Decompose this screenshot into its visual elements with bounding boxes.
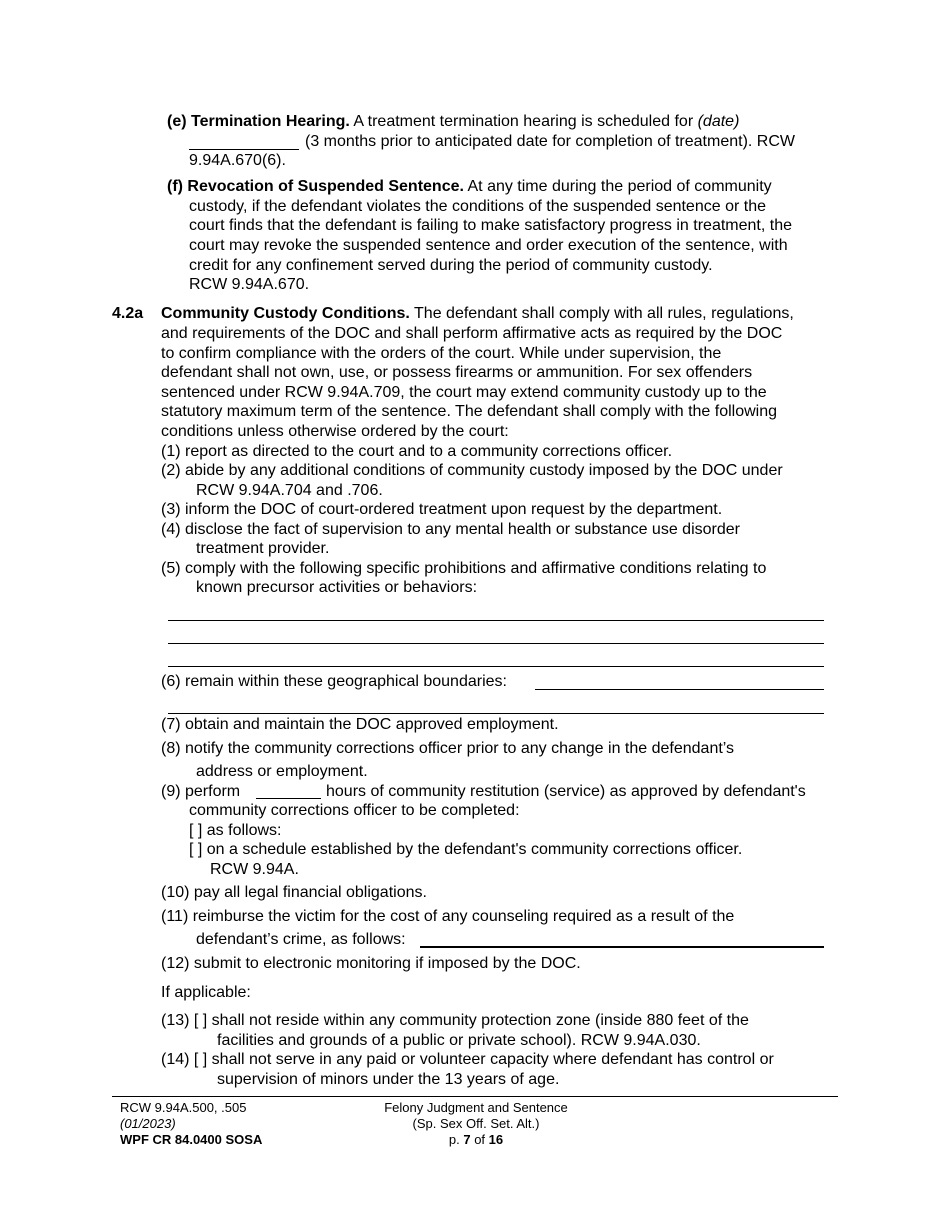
condition-2: (2) abide by any additional conditions of community custody imposed by the DOC under [161, 462, 783, 479]
community-custody-line-7: conditions unless otherwise ordered by the court: [161, 423, 509, 440]
condition-1: (1) report as directed to the court and to a community corrections officer. [161, 443, 673, 460]
condition-9-pre: (9) perform [161, 783, 241, 800]
prohibitions-blank-1[interactable] [168, 620, 824, 621]
termination-hearing-rcw: 9.94A.670(6). [189, 152, 286, 169]
community-custody-line-3: to confirm compliance with the orders of the court. While under supervision, the [161, 345, 722, 362]
condition-6: (6) remain within these geographical boundaries: [161, 673, 507, 690]
page-total: 16 [488, 1132, 504, 1147]
condition-3: (3) inform the DOC of court-ordered treatment upon request by the department. [161, 501, 723, 518]
condition-7: (7) obtain and maintain the DOC approved employment. [161, 716, 559, 733]
if-applicable-label: If applicable: [161, 984, 251, 1001]
condition-9-post: hours of community restitution (service) as approved by defendant's [326, 783, 806, 800]
footer-rcw: RCW 9.94A.500, .505 [120, 1100, 247, 1115]
revocation-line-4: court may revoke the suspended sentence and order execution of the sentence, with [189, 237, 788, 254]
condition-9-option-b[interactable]: [ ] on a schedule established by the defendant's community corrections officer. [189, 841, 743, 858]
hearing-date-blank[interactable] [189, 149, 299, 150]
condition-11-cont: defendant’s crime, as follows: [196, 931, 406, 948]
condition-9-option-a[interactable]: [ ] as follows: [189, 822, 282, 839]
community-custody-line-1: Community Custody Conditions. The defendant shall comply with all rules, regulations, [161, 305, 794, 322]
prohibitions-blank-3[interactable] [168, 666, 824, 667]
condition-4-cont: treatment provider. [196, 540, 330, 557]
community-custody-heading: Community Custody Conditions. [161, 305, 410, 322]
termination-hearing-text-2: (3 months prior to anticipated date for completion of treatment). RCW [305, 133, 795, 150]
revocation-line-1: (f) Revocation of Suspended Sentence. At any time during the period of community [167, 178, 772, 195]
footer-divider [112, 1096, 838, 1097]
condition-10: (10) pay all legal financial obligations. [161, 884, 427, 901]
termination-hearing-heading: (e) Termination Hearing. [167, 113, 350, 130]
condition-8: (8) notify the community corrections officer prior to any change in the defendant’s [161, 740, 735, 757]
counseling-blank[interactable] [420, 946, 824, 948]
community-custody-line-6: statutory maximum term of the sentence. The defendant shall comply with the following [161, 403, 778, 420]
condition-2-cont: RCW 9.94A.704 and .706. [196, 482, 383, 499]
boundaries-blank-1[interactable] [535, 689, 824, 690]
hours-blank[interactable] [256, 798, 321, 799]
revocation-line-3: court finds that the defendant is failing to make satisfactory progress in treatment, the [189, 217, 792, 234]
condition-14[interactable]: (14) [ ] shall not serve in any paid or volunteer capacity where defendant has control or [161, 1051, 774, 1068]
footer-form-number: WPF CR 84.0400 SOSA [120, 1132, 263, 1147]
condition-4: (4) disclose the fact of supervision to any mental health or substance use disorder [161, 521, 740, 538]
condition-8-cont: address or employment. [196, 763, 368, 780]
boundaries-blank-2[interactable] [168, 713, 824, 714]
section-number: 4.2a [112, 305, 144, 322]
revocation-heading: (f) Revocation of Suspended Sentence. [167, 178, 464, 195]
condition-5: (5) comply with the following specific prohibitions and affirmative conditions relating to [161, 560, 767, 577]
condition-13-cont: facilities and grounds of a public or private school). RCW 9.94A.030. [217, 1032, 701, 1049]
termination-hearing-text: A treatment termination hearing is scheduled for [349, 113, 698, 130]
footer-page: p. 7 of 16 [448, 1132, 504, 1147]
footer-title: Felony Judgment and Sentence [384, 1100, 568, 1115]
footer-subtitle: (Sp. Sex Off. Set. Alt.) [412, 1116, 540, 1131]
condition-11: (11) reimburse the victim for the cost of any counseling required as a result of the [161, 908, 735, 925]
community-custody-line-5: sentenced under RCW 9.94A.709, the court may extend community custody up to the [161, 384, 767, 401]
condition-9-rcw: RCW 9.94A. [210, 861, 299, 878]
date-label: (date) [697, 113, 740, 130]
termination-hearing-line [167, 112, 739, 131]
revocation-rcw: RCW 9.94A.670. [189, 276, 310, 293]
condition-12: (12) submit to electronic monitoring if imposed by the DOC. [161, 955, 581, 972]
page-number: 7 [463, 1132, 471, 1147]
community-custody-line-2: and requirements of the DOC and shall perform affirmative acts as required by the DOC [161, 325, 783, 342]
community-custody-line-4: defendant shall not own, use, or possess firearms or ammunition. For sex offenders [161, 364, 753, 381]
footer-date: (01/2023) [120, 1116, 176, 1131]
condition-9-cont: community corrections officer to be completed: [189, 802, 520, 819]
revocation-line-5: credit for any confinement served during the period of community custody. [189, 257, 713, 274]
prohibitions-blank-2[interactable] [168, 643, 824, 644]
condition-14-cont: supervision of minors under the 13 years of age. [217, 1071, 560, 1088]
condition-13[interactable]: (13) [ ] shall not reside within any community protection zone (inside 880 feet of the [161, 1012, 749, 1029]
condition-5-cont: known precursor activities or behaviors: [196, 579, 478, 596]
revocation-line-2: custody, if the defendant violates the conditions of the suspended sentence or the [189, 198, 766, 215]
